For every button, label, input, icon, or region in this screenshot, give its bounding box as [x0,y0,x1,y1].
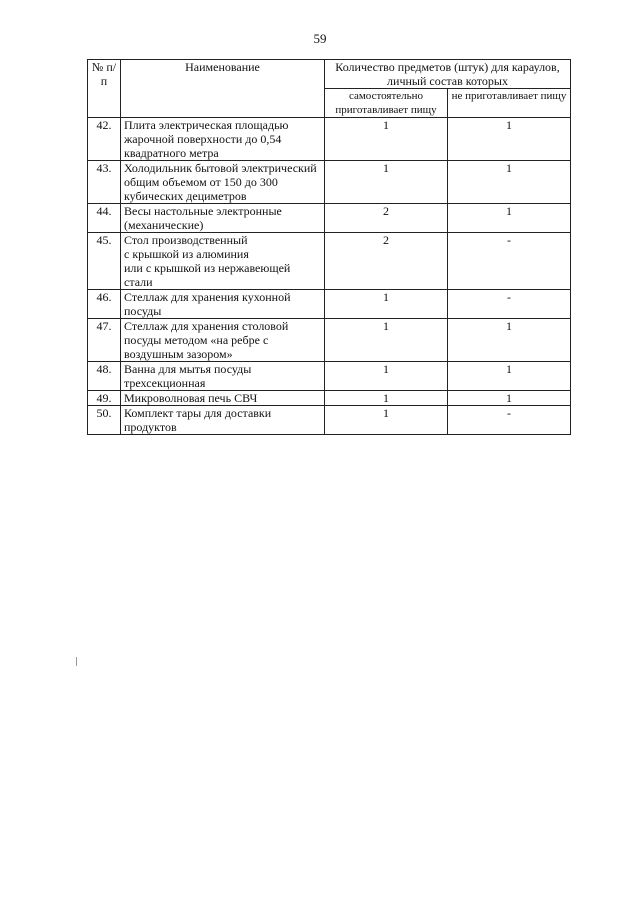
row-number: 49. [88,391,121,406]
row-qty-self-cooking: 1 [325,118,448,161]
row-item-name: Ванна для мытья посуды трехсекционная [121,362,325,391]
table-row [88,362,571,391]
scan-speck [76,657,77,666]
row-item-name: Стол производственный с крышкой из алюминия или с крышкой из нержавеющей стали [121,233,325,290]
header-num: № п/п [88,60,121,118]
row-number: 50. [88,406,121,435]
row-qty-not-cooking: 1 [448,391,571,406]
row-item-name: Плита электрическая площадью жарочной поверхности до 0,54 квадратного метра [121,118,325,161]
row-qty-self-cooking: 1 [325,290,448,319]
row-number: 48. [88,362,121,391]
row-qty-self-cooking: 1 [325,406,448,435]
table-header [88,60,571,118]
table-row [88,161,571,204]
header-name: Наименование [121,60,325,118]
row-number: 46. [88,290,121,319]
row-qty-not-cooking: 1 [448,362,571,391]
table-row [88,319,571,362]
row-item-name: Микроволновая печь СВЧ [121,391,325,406]
row-qty-self-cooking: 1 [325,362,448,391]
row-qty-not-cooking: - [448,233,571,290]
row-number: 45. [88,233,121,290]
table-row [88,406,571,435]
row-qty-not-cooking: 1 [448,204,571,233]
row-qty-self-cooking: 2 [325,204,448,233]
row-qty-self-cooking: 1 [325,391,448,406]
row-item-name: Стеллаж для хранения столовой посуды методом «на ребре с воздушным зазором» [121,319,325,362]
row-number: 42. [88,118,121,161]
row-qty-not-cooking: - [448,406,571,435]
row-qty-not-cooking: 1 [448,161,571,204]
page-number: 59 [313,31,327,46]
row-qty-self-cooking: 1 [325,319,448,362]
row-qty-self-cooking: 2 [325,233,448,290]
row-item-name: Комплект тары для доставки продуктов [121,406,325,435]
table-body [88,118,571,435]
header-not-cooking: не приготавливает пищу [448,89,571,118]
row-item-name: Весы настольные электронные (механические) [121,204,325,233]
row-qty-self-cooking: 1 [325,161,448,204]
row-item-name: Стеллаж для хранения кухонной посуды [121,290,325,319]
row-qty-not-cooking: 1 [448,319,571,362]
table-row [88,233,571,290]
row-qty-not-cooking: 1 [448,118,571,161]
table-row [88,290,571,319]
row-number: 47. [88,319,121,362]
equipment-table [87,59,571,435]
row-number: 43. [88,161,121,204]
row-number: 44. [88,204,121,233]
table-row [88,204,571,233]
table-row [88,391,571,406]
header-quantity-group: Количество предметов (штук) для караулов, личный состав которых [325,60,571,89]
table-row [88,118,571,161]
header-self-cooking: самостоятельно приготавливает пищу [325,89,448,118]
row-item-name: Холодильник бытовой электрический общим объемом от 150 до 300 кубических дециметров [121,161,325,204]
row-qty-not-cooking: - [448,290,571,319]
